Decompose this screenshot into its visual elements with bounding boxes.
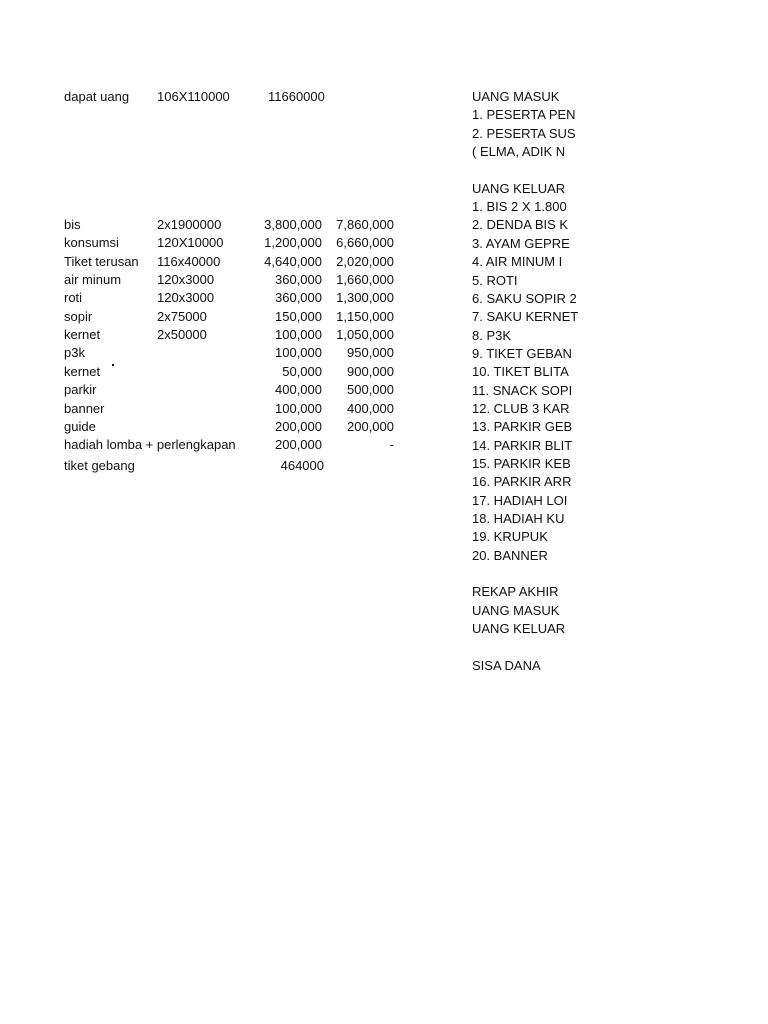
- expense-row: [0, 216, 768, 234]
- expense-balance: 950,000: [347, 345, 394, 361]
- income-row: [0, 88, 768, 106]
- summary-line: 2. PESERTA SUS: [472, 125, 576, 141]
- expense-balance: 200,000: [347, 418, 394, 434]
- summary-line: 8. P3K: [472, 327, 512, 343]
- expense-label: hadiah lomba + perlengkapan: [64, 437, 236, 453]
- expense-balance: 900,000: [347, 363, 394, 379]
- income-amount: 11660000: [268, 89, 325, 104]
- expense-label: kernet: [64, 363, 101, 379]
- expense-amount: 360,000: [275, 290, 322, 306]
- summary-line: 12. CLUB 3 KAR: [472, 400, 570, 416]
- summary-line: 4. AIR MINUM I: [472, 254, 563, 270]
- expense-balance: 1,050,000: [336, 327, 394, 343]
- expense-amount: 360,000: [275, 272, 322, 288]
- expense-amount: 400,000: [275, 382, 322, 398]
- expense-amount: 200,000: [275, 437, 322, 453]
- expense-amount: 3,800,000: [264, 217, 322, 232]
- expense-row: [0, 253, 768, 271]
- summary-line: 9. TIKET GEBAN: [472, 345, 572, 361]
- summary-line: 10. TIKET BLITA: [472, 364, 569, 380]
- expense-row: [0, 363, 768, 381]
- summary-line: 7. SAKU KERNET: [472, 309, 579, 325]
- expense-label: air minum: [64, 272, 122, 288]
- summary-line: 16. PARKIR ARR: [472, 474, 572, 490]
- ticket-gebang-row: [0, 457, 768, 475]
- expense-amount: 100,000: [275, 400, 322, 416]
- summary-line: UANG KELUAR: [472, 180, 566, 196]
- summary-line: ( ELMA, ADIK N: [472, 144, 566, 160]
- expense-label: p3k: [64, 345, 85, 361]
- summary-line: SISA DANA: [472, 657, 541, 673]
- ticket-gebang-label: tiket gebang: [64, 458, 135, 473]
- expense-balance: 7,860,000: [336, 217, 394, 232]
- expense-label: sopir: [64, 308, 93, 324]
- expense-formula: 120X10000: [157, 235, 224, 251]
- expense-amount: 150,000: [275, 308, 322, 324]
- summary-line: 1. PESERTA PEN: [472, 107, 576, 123]
- expense-row: [0, 326, 768, 344]
- expense-formula: 2x75000: [157, 308, 207, 324]
- expense-label: kernet: [64, 327, 101, 343]
- expense-label: konsumsi: [64, 235, 119, 251]
- income-label: dapat uang: [64, 89, 130, 104]
- expense-formula: 2x1900000: [157, 217, 222, 232]
- summary-line: 6. SAKU SOPIR 2: [472, 290, 577, 306]
- summary-column: [472, 0, 579, 1024]
- income-formula: 106X110000: [157, 89, 230, 104]
- expense-amount: 200,000: [275, 418, 322, 434]
- summary-line: 18. HADIAH KU: [472, 511, 565, 527]
- expense-label: roti: [64, 290, 83, 306]
- expense-row: [0, 234, 768, 252]
- expense-formula: 120x3000: [157, 290, 215, 306]
- summary-line: 11. SNACK SOPI: [472, 382, 573, 398]
- expense-row: [0, 271, 768, 289]
- summary-line: 19. KRUPUK: [472, 529, 548, 545]
- expense-amount: 50,000: [282, 363, 322, 379]
- expense-balance: 1,300,000: [336, 290, 394, 306]
- summary-line: 3. AYAM GEPRE: [472, 235, 570, 251]
- summary-line: 17. HADIAH LOI: [472, 492, 568, 508]
- expense-balance: 1,150,000: [336, 308, 394, 324]
- summary-line: 20. BANNER: [472, 547, 548, 563]
- expense-row: [0, 308, 768, 326]
- expense-balance: 400,000: [347, 400, 394, 416]
- expense-row: [0, 344, 768, 362]
- expense-amount: 4,640,000: [264, 253, 322, 269]
- expense-row: [0, 436, 768, 454]
- summary-line: 5. ROTI: [472, 272, 518, 288]
- expense-formula: 116x40000: [157, 253, 221, 269]
- summary-line: UANG MASUK: [472, 89, 560, 104]
- summary-line: REKAP AKHIR: [472, 584, 559, 600]
- expense-balance: 500,000: [347, 382, 394, 398]
- expense-row: [0, 418, 768, 436]
- expense-amount: 100,000: [275, 327, 322, 343]
- expense-label: parkir: [64, 382, 97, 398]
- expense-label: bis: [64, 217, 81, 232]
- summary-line: 2. DENDA BIS K: [472, 217, 569, 233]
- expense-balance: 1,660,000: [336, 272, 394, 288]
- expense-row: [0, 381, 768, 399]
- expense-label: guide: [64, 418, 96, 434]
- expense-formula: 120x3000: [157, 272, 215, 288]
- expense-balance: 2,020,000: [336, 253, 394, 269]
- expense-label: banner: [64, 400, 105, 416]
- expense-label: Tiket terusan: [64, 253, 139, 269]
- summary-line: UANG KELUAR: [472, 621, 566, 637]
- expense-row: [0, 400, 768, 418]
- ticket-gebang-amount: 464000: [280, 458, 324, 473]
- stray-dot-mark: [112, 364, 114, 366]
- summary-line: UANG MASUK: [472, 602, 560, 618]
- summary-line: 1. BIS 2 X 1.800: [472, 199, 567, 215]
- expense-amount: 1,200,000: [264, 235, 322, 251]
- summary-line: 13. PARKIR GEB: [472, 419, 573, 435]
- expense-amount: 100,000: [275, 345, 322, 361]
- expense-balance: -: [389, 437, 394, 453]
- summary-line: 15. PARKIR KEB: [472, 456, 571, 471]
- expense-balance: 6,660,000: [336, 235, 394, 251]
- expense-row: [0, 289, 768, 307]
- expense-formula: 2x50000: [157, 327, 207, 343]
- summary-line: 14. PARKIR BLIT: [472, 437, 573, 453]
